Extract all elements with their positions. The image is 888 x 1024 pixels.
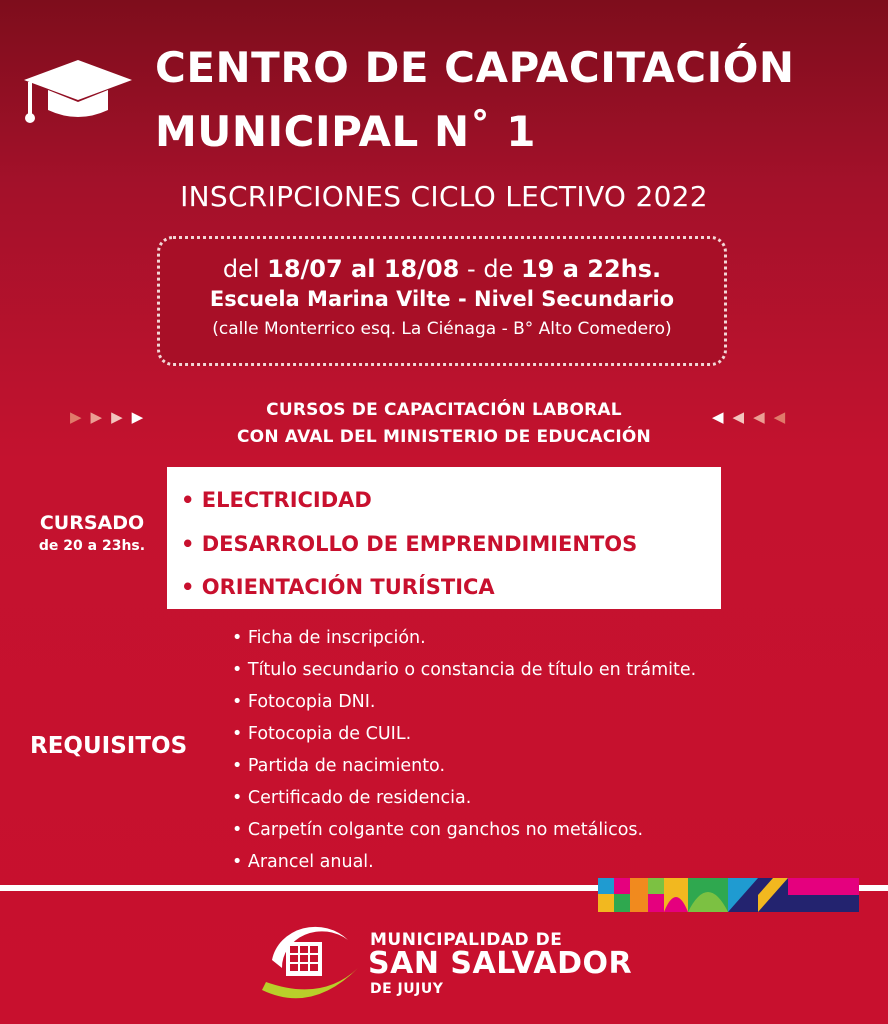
page-title <box>155 36 795 164</box>
dates-box <box>157 236 727 366</box>
graduation-cap-icon <box>22 58 134 126</box>
school-name: Escuela Marina Vilte - Nivel Secundario <box>209 287 675 311</box>
date-time-line <box>160 255 724 283</box>
decorative-pattern-icon <box>598 878 859 912</box>
title-line-1: CENTRO DE CAPACITACIÓN <box>155 43 795 92</box>
schedule-title: CURSADO <box>39 512 145 534</box>
schedule-label <box>22 512 162 554</box>
requirements-list <box>232 622 696 878</box>
course-item: • DESARROLLO DE EMPRENDIMIENTOS <box>181 531 638 556</box>
requirement-item: • Arancel anual. <box>232 852 374 872</box>
requirement-item: • Título secundario o constancia de título en trámite. <box>232 660 697 680</box>
requirement-item: • Ficha de inscripción. <box>232 628 426 648</box>
courses-heading-line-2: CON AVAL DEL MINISTERIO DE EDUCACIÓN <box>237 427 651 447</box>
municipal-emblem-icon <box>252 918 360 1004</box>
course-item: • ORIENTACIÓN TURÍSTICA <box>181 575 495 599</box>
school-address: (calle Monterrico esq. La Ciénaga - B° Alto Comedero) <box>212 319 672 339</box>
courses-heading-line-1: CURSOS DE CAPACITACIÓN LABORAL <box>266 400 622 420</box>
logo-text-line-1: MUNICIPALIDAD DE <box>370 930 563 950</box>
title-line-2: MUNICIPAL N˚ 1 <box>155 107 536 156</box>
date-prefix: del <box>222 255 260 283</box>
date-separator: - de <box>467 255 514 283</box>
requirement-item: • Fotocopia de CUIL. <box>232 724 412 744</box>
course-item: • ELECTRICIDAD <box>181 488 372 512</box>
date-range: 18/07 al 18/08 <box>267 255 460 283</box>
requirements-label: REQUISITOS <box>30 733 188 759</box>
requirement-item: • Partida de nacimiento. <box>232 756 446 776</box>
subtitle: INSCRIPCIONES CICLO LECTIVO 2022 <box>180 180 708 213</box>
logo-text-line-3: DE JUJUY <box>370 981 444 997</box>
requirement-item: • Fotocopia DNI. <box>232 692 376 712</box>
courses-list <box>167 467 721 609</box>
decorative-arrows-left-icon: ▶▶▶▶ <box>70 408 153 426</box>
requirement-item: • Carpetín colgante con ganchos no metálicos. <box>232 820 644 840</box>
requirement-item: • Certificado de residencia. <box>232 788 472 808</box>
schedule-time: de 20 a 23hs. <box>38 538 146 554</box>
decorative-arrows-right-icon: ◀◀◀◀ <box>712 408 795 426</box>
time-range: 19 a 22hs. <box>520 255 662 283</box>
logo-text-line-2: SAN SALVADOR <box>368 946 633 981</box>
